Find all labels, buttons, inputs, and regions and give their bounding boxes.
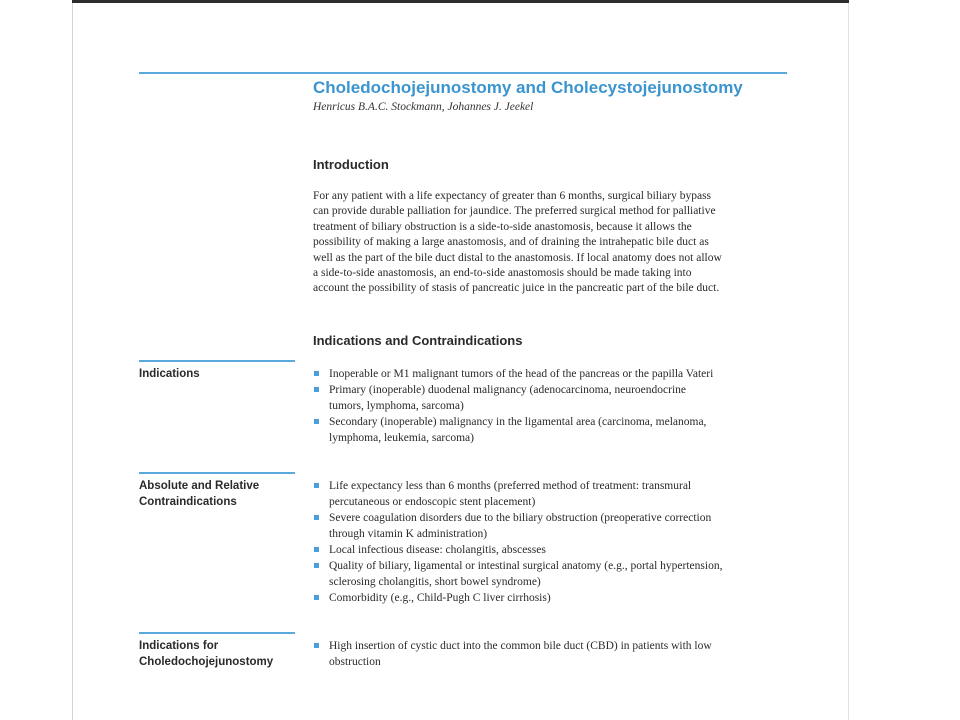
list-item <box>313 366 791 382</box>
bullet-square-icon <box>314 643 319 648</box>
top-border <box>72 0 849 3</box>
indications-rule <box>139 360 295 362</box>
bullet-square-icon <box>314 371 319 376</box>
item-line: sclerosing cholangitis, short bowel syndrome) <box>329 576 541 588</box>
item-line: lymphoma, leukemia, sarcoma) <box>329 432 474 444</box>
introduction-heading: Introduction <box>313 157 389 172</box>
item-line: Quality of biliary, ligamental or intestinal surgical anatomy (e.g., portal hypertension, <box>329 560 723 572</box>
list-item <box>313 510 791 542</box>
choledocho-label <box>139 638 294 670</box>
paragraph-line: a side-to-side anastomosis, an end-to-side anastomosis should be made taking into <box>313 267 692 280</box>
title-rule <box>139 72 787 74</box>
contraindications-list <box>313 478 791 606</box>
bullet-square-icon <box>314 419 319 424</box>
item-line: High insertion of cystic duct into the common bile duct (CBD) in patients with low <box>329 640 712 652</box>
item-line: Life expectancy less than 6 months (preferred method of treatment: transmural <box>329 480 692 492</box>
page-edge-left <box>72 0 73 720</box>
bullet-square-icon <box>314 547 319 552</box>
item-line: tumors, lymphoma, sarcoma) <box>329 400 464 412</box>
bullet-square-icon <box>314 595 319 600</box>
item-line: obstruction <box>329 656 381 668</box>
list-item <box>313 590 791 606</box>
page-edge-right <box>848 0 849 720</box>
paragraph-line: well as the part of the bile duct distal to the anastomosis. If local anatomy does not allow <box>313 251 722 264</box>
item-line: Local infectious disease: cholangitis, abscesses <box>329 544 546 556</box>
introduction-paragraph <box>313 189 793 297</box>
list-item <box>313 414 791 446</box>
list-item <box>313 542 791 558</box>
choledocho-rule <box>139 632 295 634</box>
item-line: Inoperable or M1 malignant tumors of the head of the pancreas or the papilla Vateri <box>329 368 714 380</box>
label-line: Indications for <box>139 640 219 652</box>
viewer-margin-left <box>0 0 72 720</box>
paragraph-line: For any patient with a life expectancy of greater than 6 months, surgical biliary bypass <box>313 190 712 202</box>
paragraph-line: treatment of biliary obstruction is a side-to-side anastomosis, because it allows the <box>313 220 692 233</box>
list-item <box>313 478 791 510</box>
paragraph-line: can provide durable palliation for jaundice. The preferred surgical method for palliative <box>313 205 716 218</box>
label-line: Indications <box>139 368 200 380</box>
contraindications-label <box>139 478 294 510</box>
indications-list <box>313 366 791 446</box>
chapter-title: Choledochojejunostomy and Cholecystojejunostomy <box>313 78 743 97</box>
paragraph-line: possibility of making a large anastomosis, and of draining the intrahepatic bile duct as <box>313 236 709 249</box>
list-item <box>313 382 791 414</box>
label-line: Choledochojejunostomy <box>139 656 274 668</box>
bullet-square-icon <box>314 515 319 520</box>
choledocho-list <box>313 638 791 670</box>
item-line: percutaneous or endoscopic stent placement) <box>329 496 536 508</box>
item-line: Comorbidity (e.g., Child-Pugh C liver cirrhosis) <box>329 592 551 604</box>
item-line: through vitamin K administration) <box>329 528 488 540</box>
list-item <box>313 638 791 670</box>
bullet-square-icon <box>314 483 319 488</box>
bullet-square-icon <box>314 563 319 568</box>
paragraph-line: account the possibility of stasis of pancreatic juice in the pancreatic part of the bile duct. <box>313 282 720 295</box>
chapter-authors: Henricus B.A.C. Stockmann, Johannes J. Jeekel <box>313 101 534 113</box>
list-item <box>313 558 791 590</box>
label-line: Contraindications <box>139 496 237 508</box>
item-line: Severe coagulation disorders due to the biliary obstruction (preoperative correction <box>329 512 712 524</box>
label-line: Absolute and Relative <box>139 480 260 492</box>
item-line: Secondary (inoperable) malignancy in the ligamental area (carcinoma, melanoma, <box>329 416 707 428</box>
indications-label <box>139 366 294 382</box>
indications-contraindications-heading: Indications and Contraindications <box>313 333 523 348</box>
item-line: Primary (inoperable) duodenal malignancy (adenocarcinoma, neuroendocrine <box>329 384 686 396</box>
contraindications-rule <box>139 472 295 474</box>
bullet-square-icon <box>314 387 319 392</box>
